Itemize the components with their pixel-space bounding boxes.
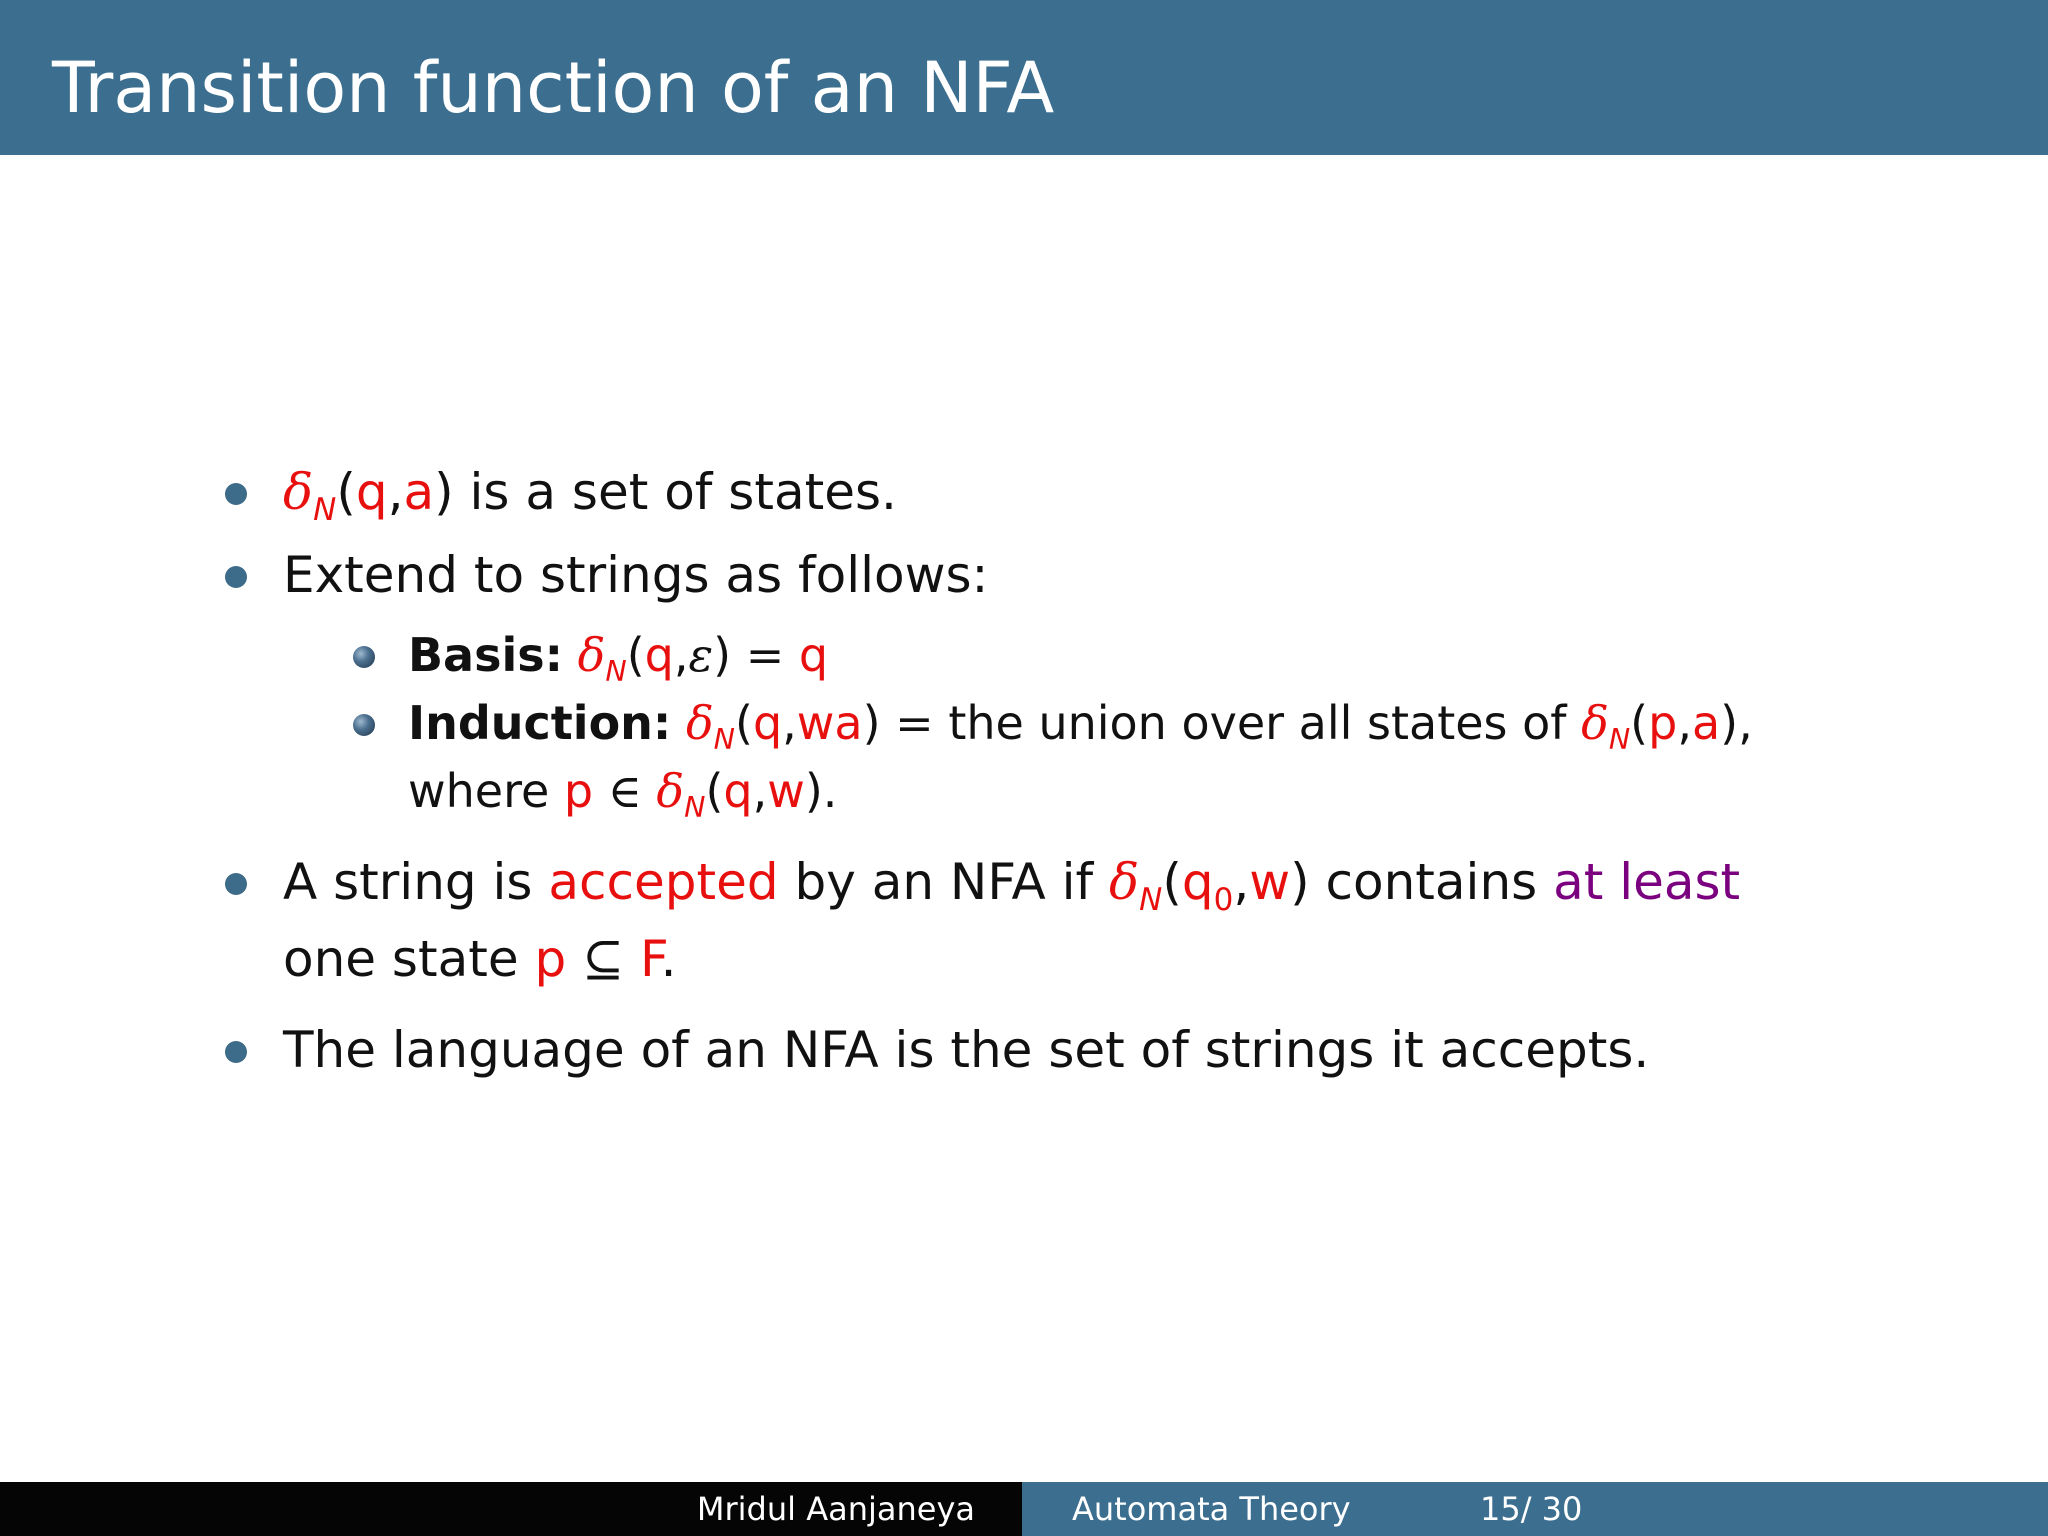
sub-bullet-induction: Induction: $\delta_N(q,wa)$ = the union over all states of $\delta_N(p,a)$, (408, 696, 1753, 756)
bullet-marker (225, 873, 247, 895)
footer-author: Mridul Aanjaneya (696, 1490, 975, 1528)
at-least-term: at least (1553, 853, 1741, 911)
bullet-marker (225, 566, 247, 588)
accepted-term: accepted (548, 853, 779, 911)
bullet-language: The language of an NFA is the set of strings it accepts. (283, 1021, 1650, 1079)
footer-author-section (0, 1482, 1022, 1536)
induction-label: Induction: (408, 696, 672, 750)
sub-bullet-marker (353, 646, 375, 668)
sub-bullet-basis: Basis: $\delta_N(q,\varepsilon) = q$ (408, 628, 829, 688)
induction-continuation: where p ∈ $\delta_N(q,w)$. (408, 764, 838, 824)
bullet-extend-strings: Extend to strings as follows: (283, 546, 989, 604)
footer (0, 1482, 2048, 1536)
footer-course-section (1022, 1482, 2048, 1536)
slide-title: Transition function of an NFA (52, 47, 1055, 129)
bullet-set-of-states: $\delta_N(q,a)$ is a set of states. (283, 463, 897, 528)
bullet-marker (225, 1041, 247, 1063)
footer-course: Automata Theory (1072, 1490, 1351, 1528)
sub-bullet-marker (353, 714, 375, 736)
bullet-marker (225, 483, 247, 505)
basis-label: Basis: (408, 628, 564, 682)
footer-page-number: 15/ 30 (1480, 1490, 1583, 1528)
bullet-acceptance: A string is accepted by an NFA if $\delta_N(q_0,w)$ contains at least (283, 853, 1741, 918)
delta-symbol: δ (283, 463, 314, 521)
acceptance-continuation: one state p ⊆ F. (283, 930, 677, 988)
